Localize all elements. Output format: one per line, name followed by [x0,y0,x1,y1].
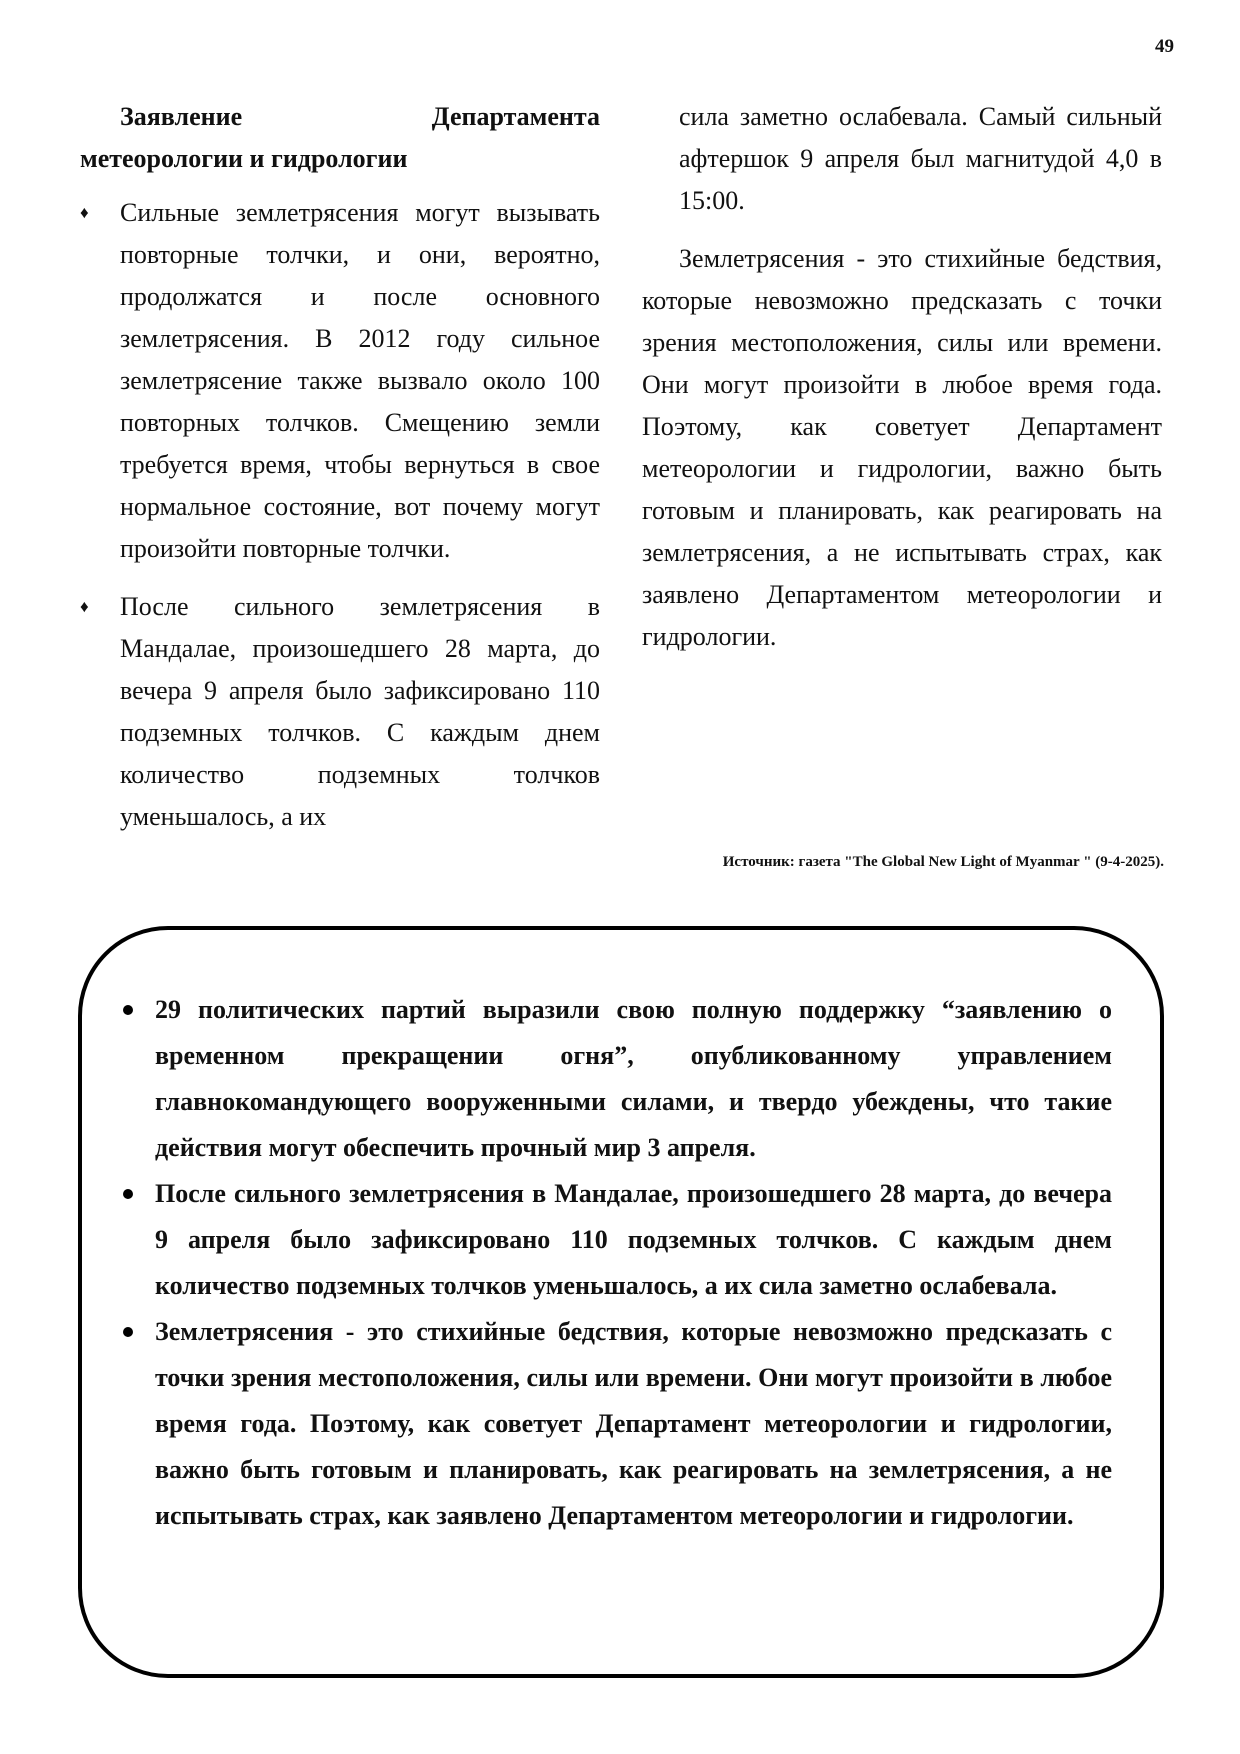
diamond-bullet-icon: ♦ [80,597,89,616]
bullet-dot-icon [123,1189,133,1199]
list-item-text: После сильного землетрясения в Мандалае, произошедшего 28 марта, до вечера 9 апреля было зафиксировано 110 подземных толчков. С каждым днем количество подземных толчков уменьшалось, а их [120,592,600,831]
heading-word-2: Департамента [431,102,600,131]
section-heading [80,96,600,180]
bullet-dot-icon [123,1005,133,1015]
callout-item-text: После сильного землетрясения в Мандалае, произошедшего 28 марта, до вечера 9 апреля было зафиксировано 110 подземных толчков. С каждым днем количество подземных толчков уменьшалось, а их сила заметно ослабевала. [155,1179,1112,1300]
callout-list [121,987,1112,1539]
bullet-list [80,192,600,838]
bullet-dot-icon [123,1327,133,1337]
callout-item [121,987,1112,1171]
callout-item [121,1309,1112,1539]
heading-line-2: метеорологии и гидрологии [80,144,408,173]
page-number: 49 [1155,36,1174,57]
list-item [80,192,600,570]
list-item-text: Сильные землетрясения могут вызывать повторные толчки, и они, вероятно, продолжатся и после основного землетрясения. В 2012 году сильное землетрясение также вызвало около 100 повторных толчков. Смещению земли требуется время, чтобы вернуться в свое нормальное состояние, вот почему могут произойти повторные толчки. [120,198,600,563]
summary-callout-box [78,926,1164,1678]
right-column [642,96,1162,674]
left-column [80,96,600,854]
callout-item-text: Землетрясения - это стихийные бедствия, которые невозможно предсказать с точки зрения местоположения, силы или времени. Они могут произойти в любое время года. Поэтому, как советует Департамент метеорологии и гидрологии, важно быть готовым и планировать, как реагировать на землетрясения, а не испытывать страх, как заявлено Департаментом метеорологии и гидрологии. [155,1317,1112,1530]
continuation-text: сила заметно ослабевала. Самый сильный афтершок 9 апреля был магнитудой 4,0 в 15:00. [679,102,1162,215]
body-paragraph: Землетрясения - это стихийные бедствия, которые невозможно предсказать с точки зрения местоположения, силы или времени. Они могут произойти в любое время года. Поэтому, как советует Департамент метеорологии и гидрологии, важно быть готовым и планировать, как реагировать на землетрясения, а не испытывать страх, как заявлено Департаментом метеорологии и гидрологии. [642,244,1162,651]
list-item [80,586,600,838]
callout-item-text: 29 политических партий выразили свою полную поддержку “заявлению о временном прекращении огня”, опубликованному управлением главнокомандующего вооруженными силами, и твердо убеждены, что такие действия могут обеспечить прочный мир 3 апреля. [155,995,1112,1162]
source-citation: Источник: газета "The Global New Light of Myanmar " (9-4-2025). [722,854,1164,870]
diamond-bullet-icon: ♦ [80,203,89,222]
heading-word-1: Заявление [120,102,243,131]
callout-item [121,1171,1112,1309]
